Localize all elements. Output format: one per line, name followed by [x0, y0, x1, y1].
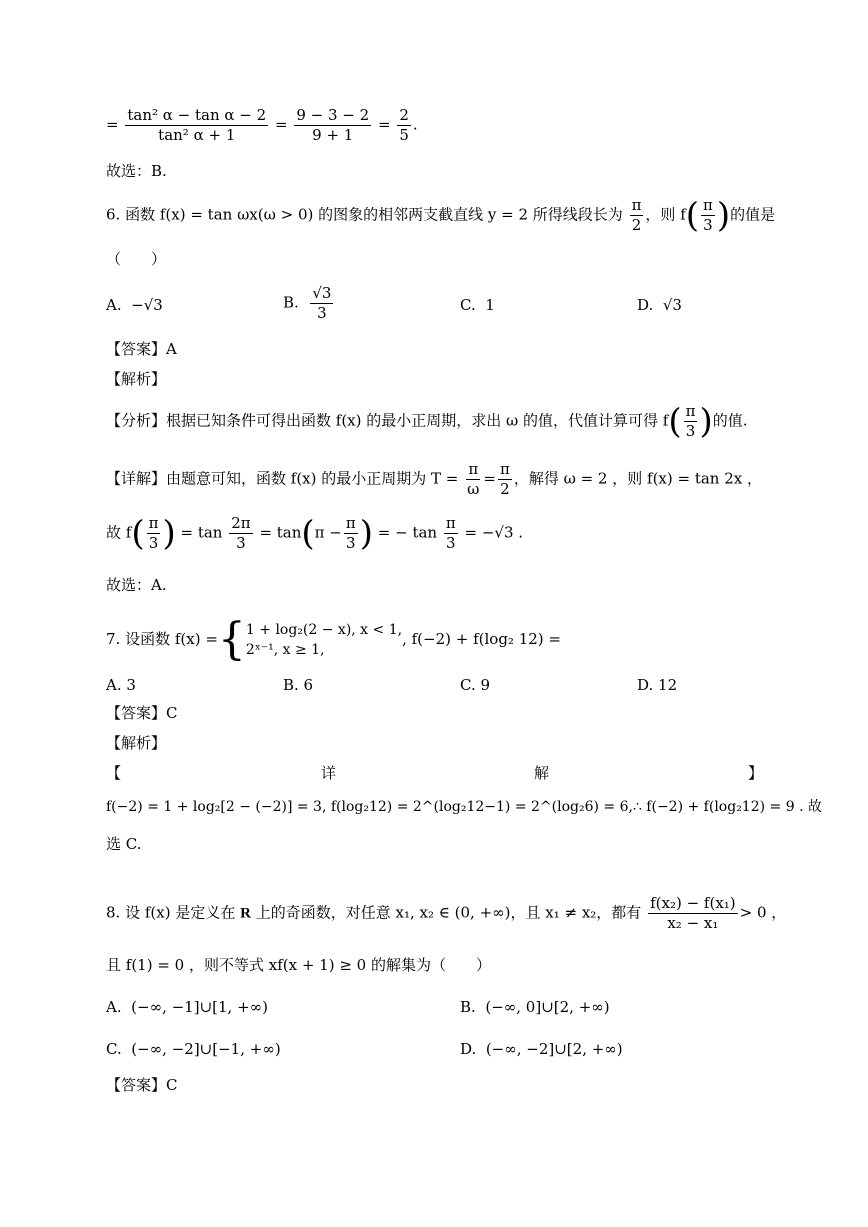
- q7-option-b: B. 6: [283, 676, 314, 694]
- q7-detail-mid1: 详: [321, 764, 337, 782]
- q6-stem: 6. 函数 f(x) = tan ωx(ω > 0) 的图象的相邻两支截直线 y = 2 所得线段长为 $\frac{\pi}{2}$ ，则 f( $\frac{\pi}{3}$ )的值是: [106, 195, 776, 236]
- q7-option-a: A. 3: [106, 676, 136, 694]
- q7-detail-close: 】: [748, 764, 764, 782]
- prev-choice: 故选：B.: [106, 162, 167, 180]
- q7-calc-next: 选 C.: [106, 835, 142, 853]
- q7-calc: f(−2) = 1 + log₂[2 − (−2)] = 3, f(log₂12) = 2^(log₂12−1) = 2^(log₂6) = 6,∴ f(−2) + f(log₂12) = 9 . 故: [106, 799, 822, 815]
- fraction-2: $\frac{9 - 3 - 2}{9 + 1}$: [296, 106, 370, 144]
- q7-option-c: C. 9: [460, 676, 491, 694]
- prev-equation: = $\frac{\text{tan² α − tan α − 2}}{\text{tan² α + 1}}$ = $\frac{9 - 3 - 2}{9 + 1}$ = $\frac{2}{5}$ .: [106, 106, 418, 144]
- q6-option-a: A. −√3: [106, 296, 163, 314]
- q7-answer: 【答案】C: [106, 704, 178, 722]
- q6-paren: （ ）: [106, 250, 167, 268]
- q8-option-c: C. (−∞, −2]∪[−1, +∞): [106, 1040, 281, 1058]
- eq-prefix: =: [106, 115, 119, 134]
- q7-detail-mid2: 解: [534, 764, 550, 782]
- q6-gu: 故 f( $\frac{\pi}{3}$ ) = tan $\frac{2\pi}{3}$ = tan(π − $\frac{\pi}{3}$ ) = − tan $\frac{\pi}{3}$ = −√3 .: [106, 513, 524, 554]
- q6-option-b: B. $\frac{√3}{3}$: [283, 284, 332, 322]
- q6-fenxi: 【分析】根据已知条件可得出函数 f(x) 的最小正周期，求出 ω 的值，代值计算可得 f( $\frac{\pi}{3}$ )的值.: [106, 401, 748, 442]
- q8-answer: 【答案】C: [106, 1076, 178, 1094]
- q7-detail-open: 【: [106, 764, 122, 782]
- q8-stem-line2: 且 f(1) = 0 ，则不等式 xf(x + 1) ≥ 0 的解集为（ ）: [106, 956, 491, 974]
- q6-analysis: 【解析】: [106, 370, 167, 388]
- q7-stem: 7. 设函数 f(x) ={ 1 + log₂(2 − x), x < 1, 2ˣ⁻¹, x ≥ 1, , f(−2) + f(log₂ 12) =: [106, 614, 561, 665]
- q6-choice: 故选：A.: [106, 576, 167, 594]
- q6-option-d: D. √3: [637, 296, 682, 314]
- q7-analysis: 【解析】: [106, 734, 167, 752]
- q8-option-b: B. (−∞, 0]∪[2, +∞): [460, 998, 610, 1016]
- fraction-1: $\frac{\text{tan² α − tan α − 2}}{\text{tan² α + 1}}$: [127, 106, 267, 144]
- q7-option-d: D. 12: [637, 676, 678, 694]
- q8-option-d: D. (−∞, −2]∪[2, +∞): [460, 1040, 623, 1058]
- q6-answer: 【答案】A: [106, 340, 177, 358]
- q8-option-a: A. (−∞, −1]∪[1, +∞): [106, 998, 268, 1016]
- q6-option-c: C. 1: [460, 296, 495, 314]
- fraction-3: $\frac{2}{5}$: [399, 106, 409, 144]
- q6-xiangjie: 【详解】由题意可知，函数 f(x) 的最小正周期为 T = $\frac{\pi}{\omega}$ = $\frac{\pi}{2}$ ，解得 ω = 2 ，则 f(x) = tan 2x ，: [106, 460, 763, 498]
- q8-stem: 8. 设 f(x) 是定义在 R 上的奇函数，对任意 x₁, x₂ ∈ (0, +∞)，且 x₁ ≠ x₂，都有 $\frac{\text{f(x₂) − f(x₁)}}{\text{x₂ − x₁}}$ > 0 ，: [106, 894, 787, 932]
